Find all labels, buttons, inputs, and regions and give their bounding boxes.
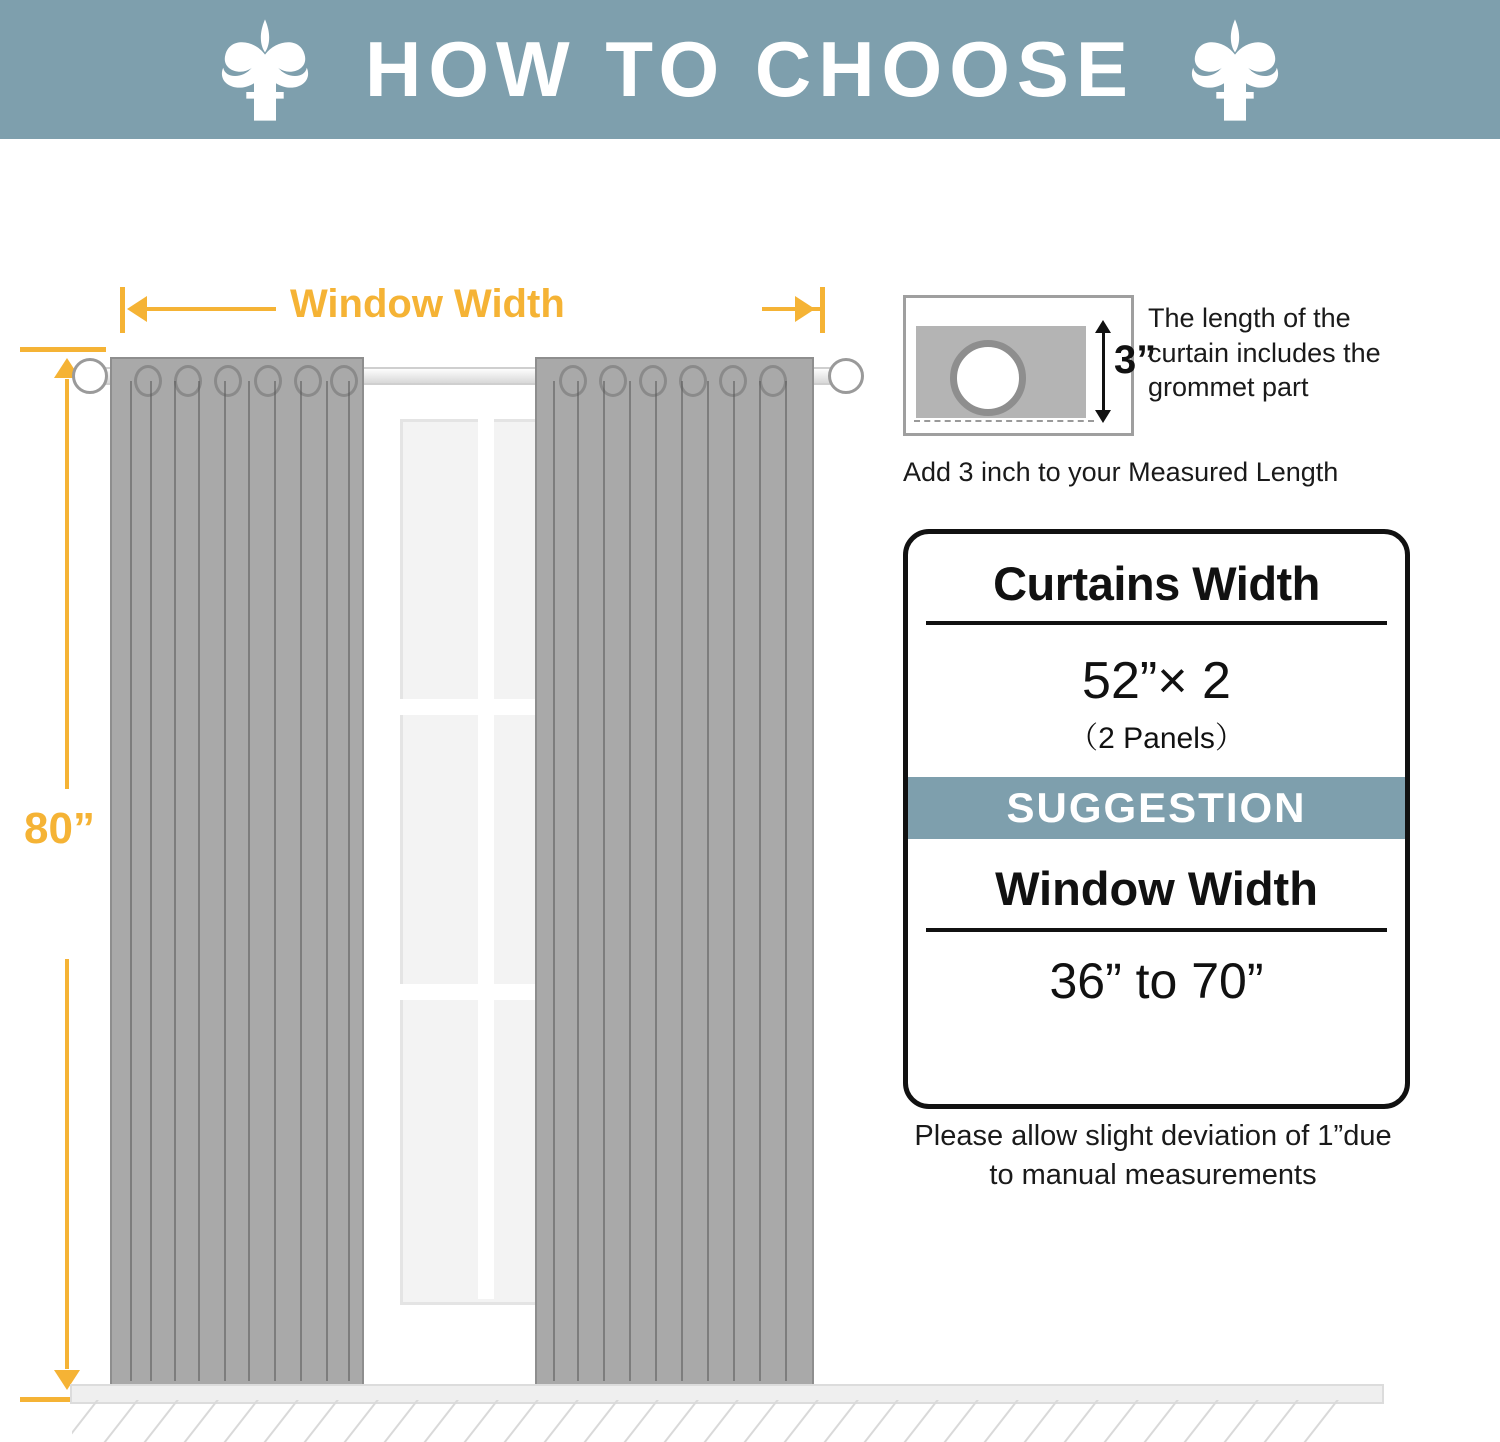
grommet-ring-icon: [950, 340, 1026, 416]
height-line-lower: [65, 959, 69, 1369]
page-title: HOW TO CHOOSE: [365, 25, 1135, 113]
card-curtains-width-value: 52”× 2: [1082, 652, 1231, 710]
height-line-upper: [65, 379, 69, 789]
card-window-width-range: 36” to 70”: [1049, 953, 1264, 1009]
grommet-icon: [134, 365, 162, 397]
window-width-label: Window Width: [290, 282, 565, 326]
suggestion-band: [908, 777, 1405, 839]
window-width-tick-right: [820, 287, 825, 333]
height-label: 80”: [24, 804, 95, 853]
window-width-tick-left: [120, 287, 125, 333]
rod-finial-right: [828, 358, 864, 394]
curtain-panel-right: [535, 357, 814, 1391]
deviation-note: Please allow slight deviation of 1”due to manual measurements: [914, 1120, 1392, 1191]
grommet-icon: [759, 365, 787, 397]
grommet-icon: [214, 365, 242, 397]
grommet-dimension-label: 3”: [1114, 338, 1157, 382]
arrow-down-icon: [1095, 410, 1111, 423]
grommet-icon: [559, 365, 587, 397]
grommet-icon: [254, 365, 282, 397]
grommet-icon: [330, 365, 358, 397]
diagram-canvas: [0, 139, 1500, 1404]
suggestion-label: SUGGESTION: [1006, 784, 1307, 831]
card-title-curtains-width: Curtains Width: [993, 557, 1320, 610]
floor-hatching: [72, 1400, 1372, 1442]
grommet-note: The length of the curtain includes the grommet part: [1148, 303, 1381, 403]
card-divider-1: [926, 621, 1387, 625]
grommet-detail-box: [903, 295, 1157, 436]
window-mullion-vertical: [478, 419, 494, 1299]
card-divider-2: [926, 928, 1387, 932]
curtain-panel-left: [110, 357, 364, 1391]
grommet-icon: [639, 365, 667, 397]
grommet-icon: [294, 365, 322, 397]
arrow-left-icon: [127, 296, 147, 322]
grommet-icon: [679, 365, 707, 397]
grommet-dimension-line: [1102, 332, 1105, 412]
card-title-window-width: Window Width: [995, 862, 1318, 915]
fleur-de-lis-icon: [205, 15, 325, 125]
grommet-dashed-line: [914, 420, 1094, 422]
window-width-arrow-line-left: [146, 307, 276, 311]
rod-finial-left: [72, 358, 108, 394]
card-panels-note: （2 Panels）: [1068, 722, 1245, 755]
arrow-right-icon: [795, 296, 815, 322]
arrow-up-icon: [1095, 320, 1111, 333]
height-tick-top: [20, 347, 106, 352]
header-banner: [0, 0, 1500, 139]
add-inch-note: Add 3 inch to your Measured Length: [903, 457, 1339, 487]
suggestion-card: [903, 529, 1410, 1109]
fleur-de-lis-icon: [1175, 15, 1295, 125]
